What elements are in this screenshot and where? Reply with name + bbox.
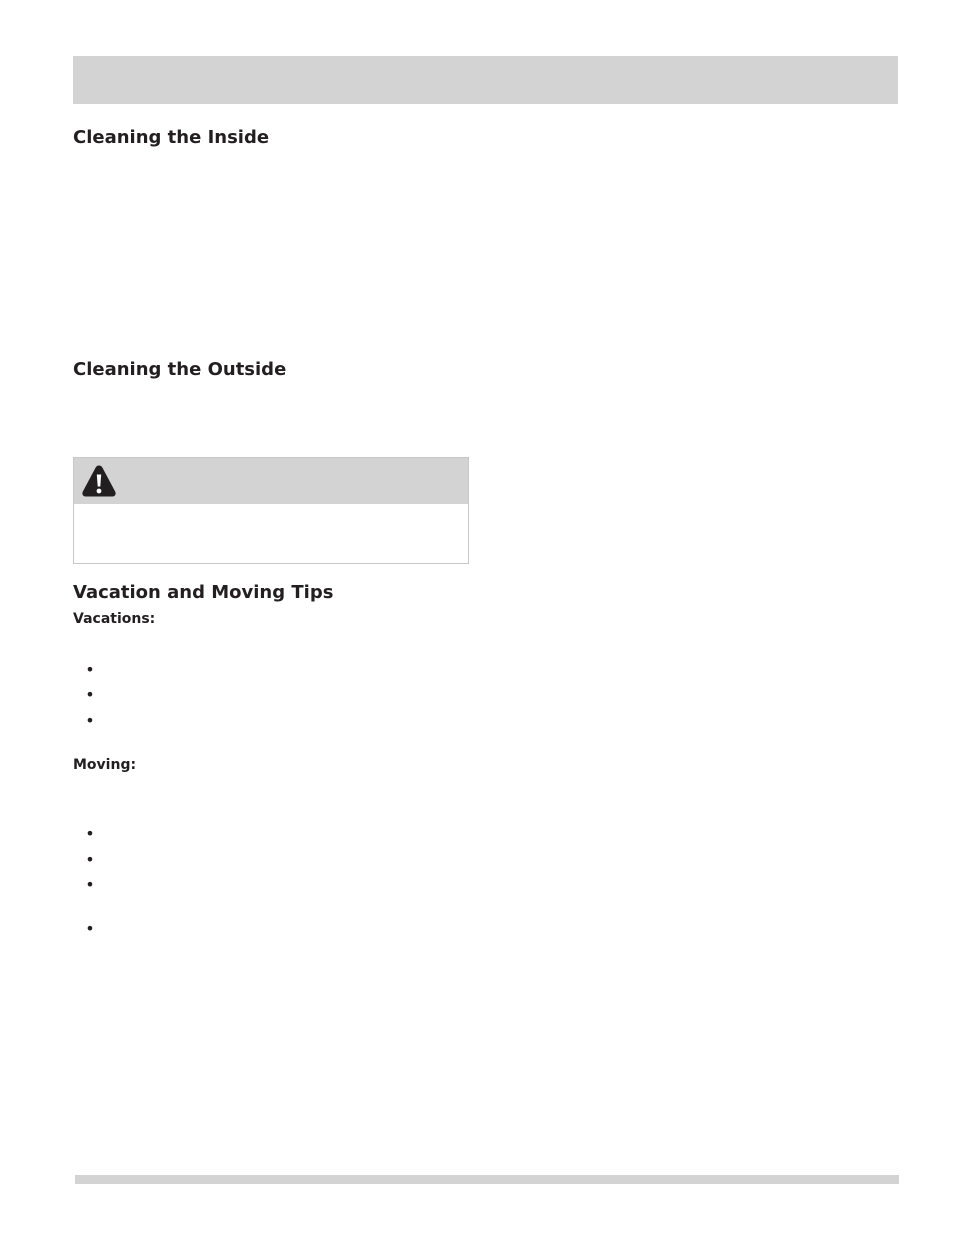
warning-triangle-icon: [81, 464, 117, 498]
vacation-moving-heading: Vacation and Moving Tips: [73, 582, 334, 603]
vacations-subheading: Vacations:: [73, 611, 156, 627]
cleaning-inside-heading: Cleaning the Inside: [73, 127, 270, 148]
moving-bullet: •: [85, 875, 95, 894]
warning-box: [73, 457, 469, 564]
moving-bullet: •: [85, 850, 95, 869]
header-bar: [73, 56, 898, 104]
moving-bullet: •: [85, 824, 95, 843]
vacations-bullet: •: [85, 685, 95, 704]
moving-subheading: Moving:: [73, 757, 137, 773]
footer-bar: [75, 1175, 899, 1184]
vacations-bullet: •: [85, 660, 95, 679]
warning-header: [74, 458, 468, 504]
vacations-bullet: •: [85, 711, 95, 730]
cleaning-outside-heading: Cleaning the Outside: [73, 359, 287, 380]
moving-bullet: •: [85, 919, 95, 938]
